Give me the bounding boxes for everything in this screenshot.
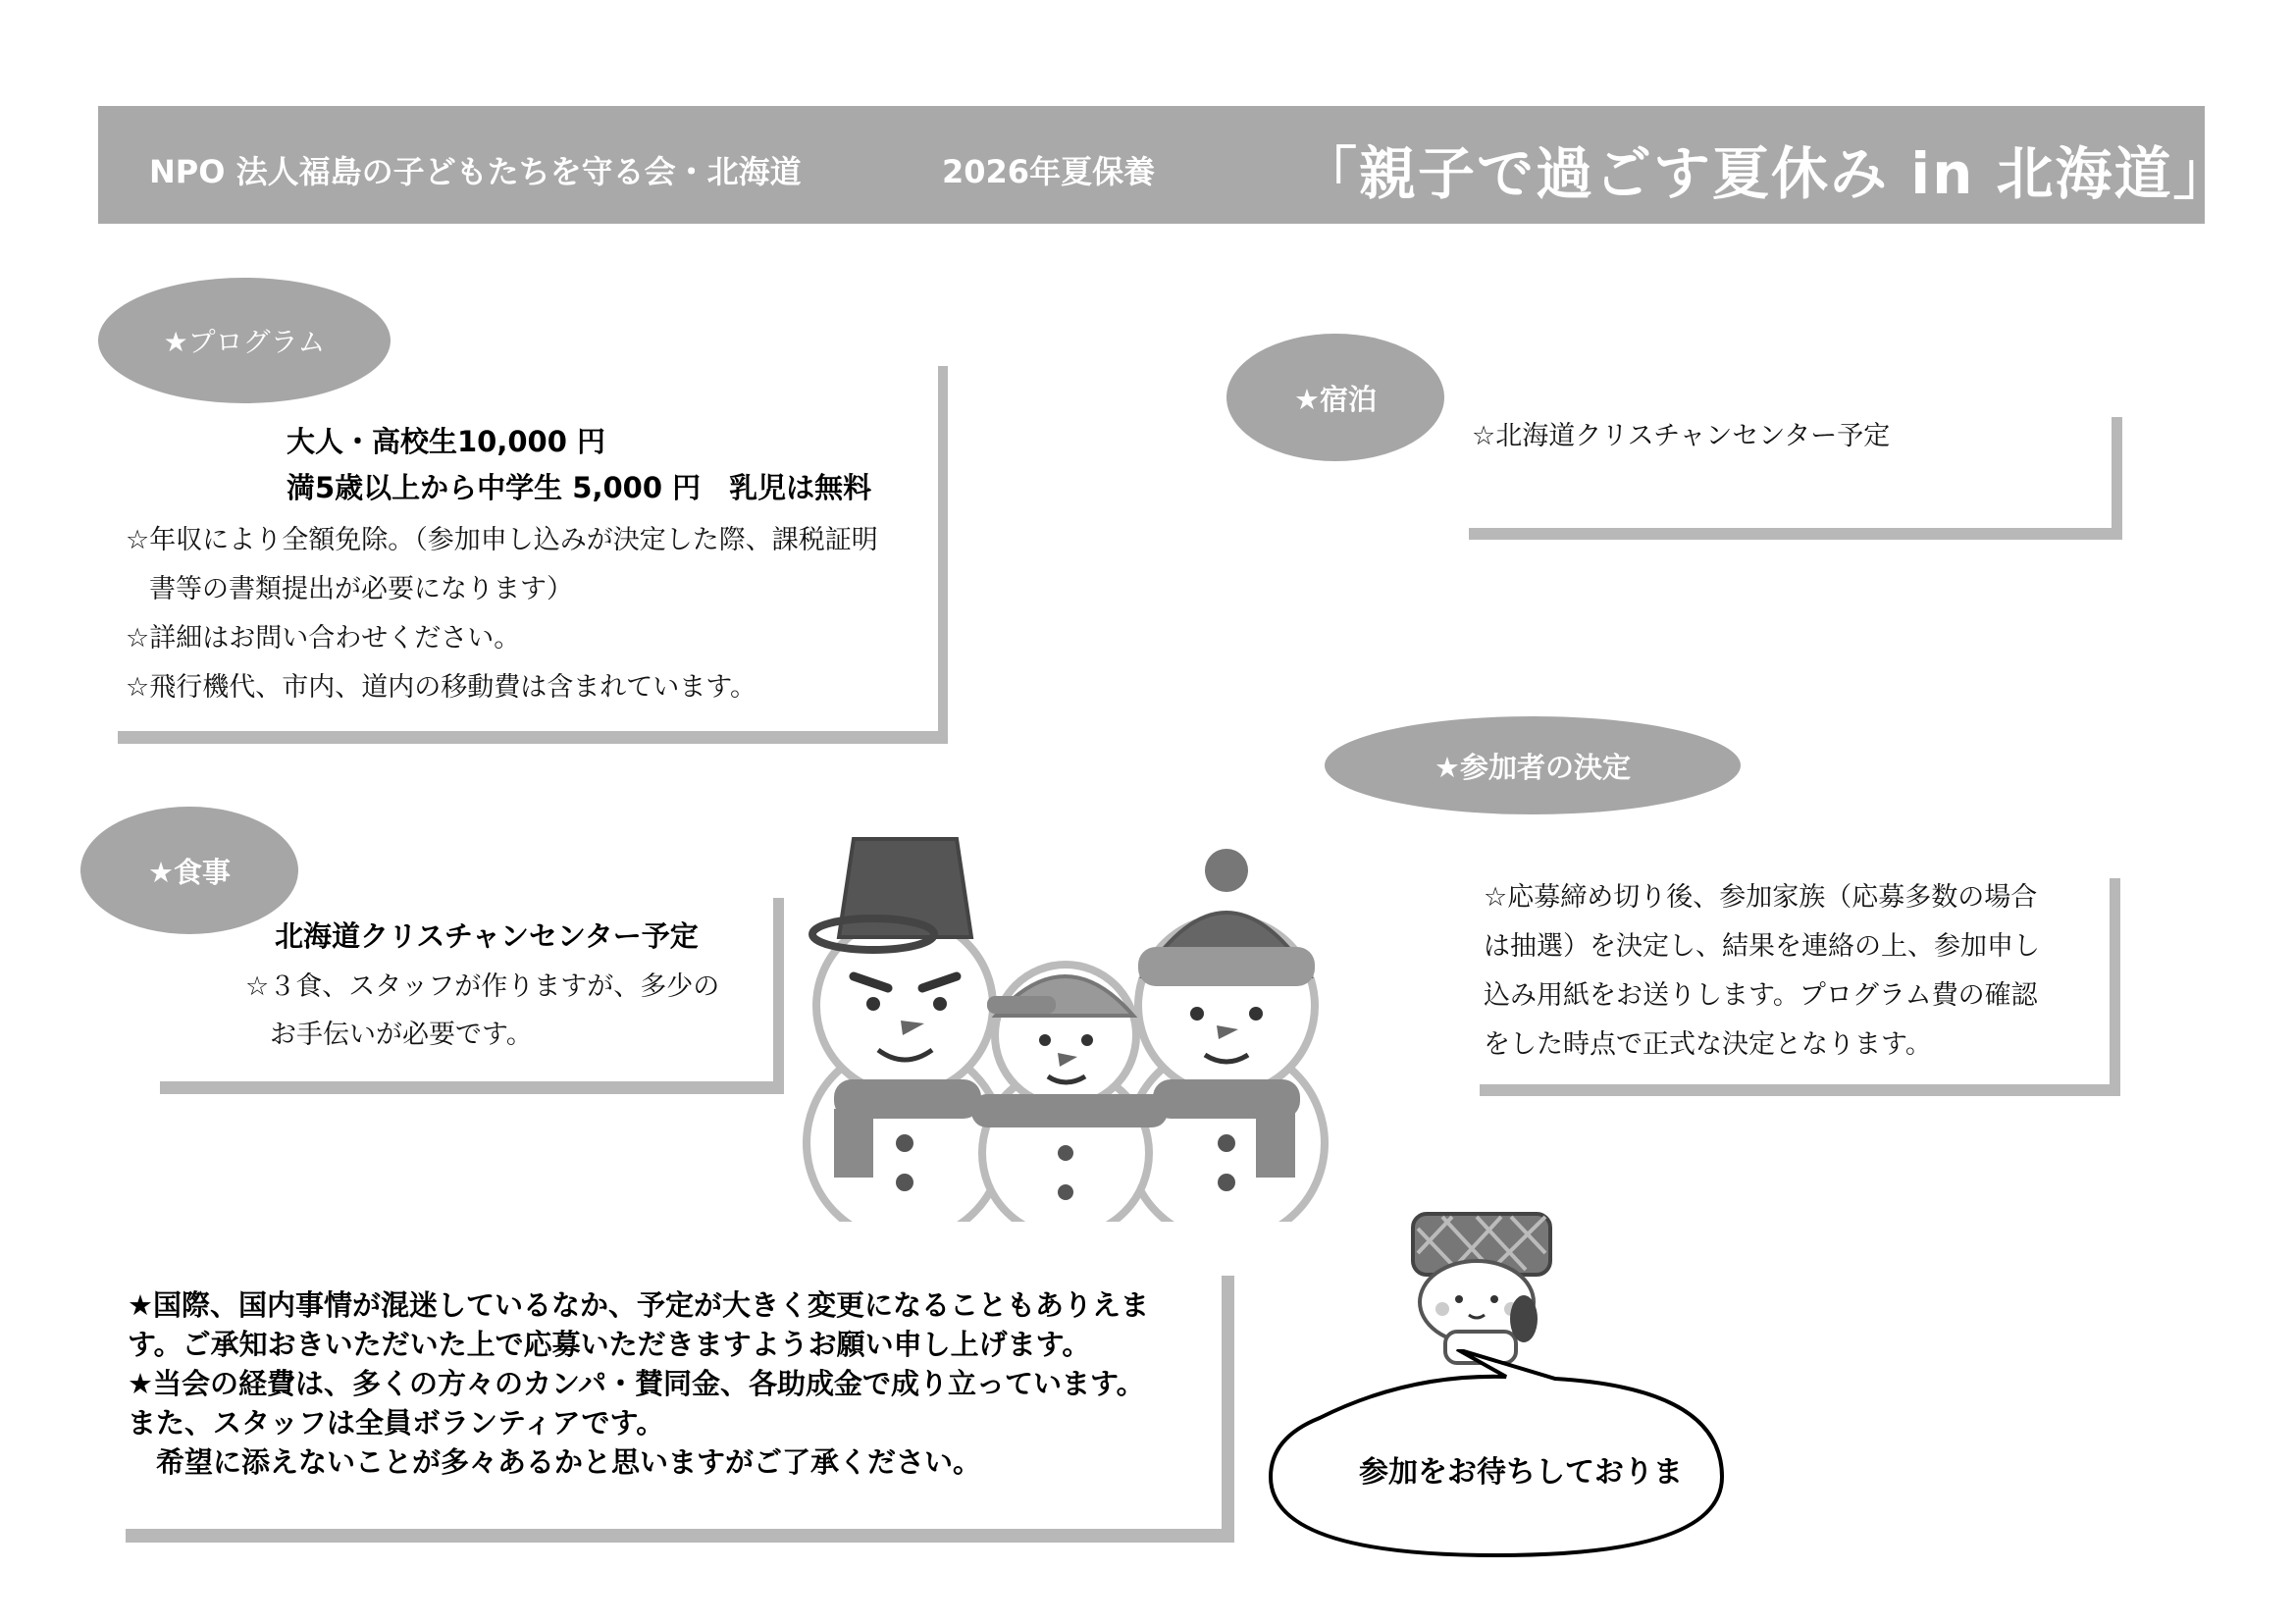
decision-heading: ★参加者の決定	[1434, 750, 1631, 784]
program-heading: ★プログラム	[163, 326, 326, 358]
snowman-family-icon	[795, 829, 1344, 1222]
meals-heading: ★食事	[148, 855, 231, 889]
cat-mascot-icon	[1398, 1209, 1565, 1366]
notice-line-3: ★当会の経費は、多くの方々のカンパ・賛同金、各助成金で成り立っています。	[128, 1367, 1145, 1400]
program-heading-oval	[98, 278, 391, 403]
program-note-2: 書等の書類提出が必要になります）	[149, 574, 573, 604]
decision-line-2: は抽選）を決定し、結果を連絡の上、参加申し	[1484, 931, 2040, 962]
notice-line-1: ★国際、国内事情が混迷しているなか、予定が大きく変更になることもありえま	[128, 1288, 1149, 1322]
program-note-3: ☆詳細はお問い合わせください。	[126, 623, 521, 654]
meals-line-2: お手伝いが必要です。	[270, 1020, 533, 1050]
page-title: 「親子で過ごす夏休み in 北海道」	[1300, 140, 2232, 207]
meals-place: 北海道クリスチャンセンター予定	[275, 919, 699, 953]
fee-adult: 大人・高校生10,000 円	[287, 425, 606, 458]
notice-line-5: 希望に添えないことが多々あるかと思いますがご了承ください。	[128, 1445, 982, 1479]
decision-line-1: ☆応募締め切り後、参加家族（応募多数の場合	[1484, 882, 2038, 913]
organization-name: NPO 法人福島の子どもたちを守る会・北海道	[149, 153, 802, 190]
notice-line-2: す。ご承知おきいただいた上で応募いただきますようお願い申し上げます。	[128, 1328, 1091, 1361]
lodging-heading-oval	[1226, 334, 1444, 461]
decision-heading-oval	[1325, 716, 1741, 814]
decision-frame-right	[2110, 878, 2120, 1096]
lodging-heading: ★宿泊	[1294, 382, 1377, 416]
fee-child: 満5歳以上から中学生 5,000 円 乳児は無料	[287, 471, 872, 504]
meals-frame-bottom	[160, 1081, 784, 1094]
decision-line-3: 込み用紙をお送りします。プログラム費の確認	[1484, 980, 2038, 1011]
meals-frame-right	[773, 898, 784, 1094]
decision-frame-bottom	[1480, 1084, 2120, 1096]
program-frame-right	[938, 366, 948, 744]
lodging-text: ☆北海道クリスチャンセンター予定	[1472, 421, 1891, 451]
program-frame-bottom	[118, 731, 948, 744]
lodging-frame-right	[2112, 417, 2122, 540]
program-term: 2026年夏保養	[942, 153, 1156, 190]
meals-heading-oval	[80, 807, 298, 934]
notice-frame-bottom	[126, 1529, 1234, 1543]
notice-line-4: また、スタッフは全員ボランティアです。	[128, 1406, 665, 1440]
meals-line-1: ☆３食、スタッフが作りますが、多少の	[245, 971, 720, 1002]
speech-bubble-text: 参加をお待ちしておりま	[1359, 1455, 1683, 1490]
lodging-frame-bottom	[1469, 528, 2122, 540]
header-band	[98, 106, 2232, 224]
decision-line-4: をした時点で正式な決定となります。	[1484, 1029, 1932, 1060]
notice-frame-right	[1222, 1276, 1234, 1543]
program-note-1: ☆年収により全額免除。（参加申し込みが決定した際、課税証明	[126, 525, 878, 555]
program-note-4: ☆飛行機代、市内、道内の移動費は含まれています。	[126, 672, 757, 703]
